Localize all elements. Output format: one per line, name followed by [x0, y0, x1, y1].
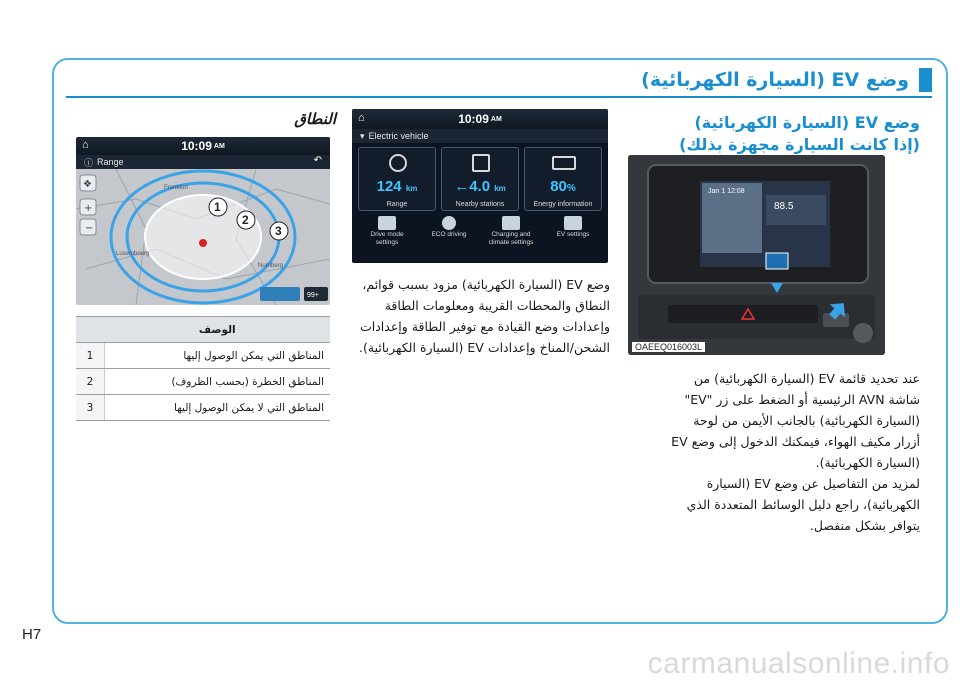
navigation-icon — [389, 154, 407, 172]
charging-station-icon — [472, 154, 490, 172]
table-row — [76, 369, 330, 395]
svg-text:2: 2 — [242, 213, 249, 227]
section-header — [532, 66, 932, 94]
tile-unit: % — [566, 183, 576, 194]
photo-screen-value: 88.5 — [774, 201, 794, 212]
screen-time: 10:09 — [458, 112, 489, 126]
tile-label: Energy information — [533, 201, 593, 208]
svg-text:1: 1 — [214, 200, 221, 214]
table-header-num — [76, 317, 105, 343]
range-map — [76, 169, 330, 305]
dashboard-illustration — [628, 155, 885, 355]
item-label: Charging and — [491, 231, 531, 238]
item-label: settings — [375, 239, 399, 246]
zoom-in-icon: + — [84, 203, 93, 214]
body-line: لمزيد من التفاصيل عن وضع EV (السيارة — [706, 476, 920, 491]
svg-text:3: 3 — [275, 224, 282, 238]
gear-icon — [564, 216, 582, 230]
tile-unit: km — [405, 184, 418, 193]
subtitle-line-2: (إذا كانت السيارة مجهزة بذلك) — [679, 135, 920, 154]
body-line: الشحن/المناخ وإعدادات EV (السيارة الكهربائية). — [359, 340, 610, 355]
ev-settings-item[interactable] — [543, 216, 603, 247]
photo-caption: OAEEQ016003L — [632, 342, 705, 352]
vehicle-position-icon — [199, 239, 207, 247]
page-number: H7 — [22, 626, 42, 643]
menu-title: Electric vehicle — [368, 131, 429, 141]
tile-value: 124 — [376, 178, 402, 195]
item-label: EV settings — [556, 231, 590, 238]
subtitle-line-1: وضع EV (السيارة الكهربائية) — [694, 113, 920, 132]
right-body-text — [650, 368, 920, 536]
body-line: أزرار مكيف الهواء، فيمكنك الدخول إلى وضع EV — [671, 434, 920, 449]
table-header: الوصف — [105, 317, 331, 343]
ev-menu-screen — [352, 109, 608, 263]
item-label: ECO driving — [431, 231, 467, 238]
ev-tiles — [352, 143, 608, 211]
leaf-icon — [442, 216, 456, 230]
table-row — [76, 343, 330, 369]
header-rule — [66, 96, 932, 98]
screen-menu-bar — [352, 129, 608, 143]
tile-label: Range — [386, 201, 408, 208]
photo-screen-time: Jan 1 12:08 — [708, 188, 745, 195]
table-cell-desc: المناطق الخطرة (بحسب الظروف) — [105, 369, 331, 395]
map-time: 10:09 — [181, 139, 212, 153]
home-icon[interactable]: ⌂ — [82, 139, 89, 151]
dashboard-photo — [628, 155, 885, 355]
compass-icon: ❖ — [83, 179, 92, 190]
eco-driving-item[interactable] — [419, 216, 479, 247]
body-line: (السيارة الكهربائية). — [815, 455, 920, 470]
tile-unit: km — [494, 184, 506, 193]
drive-mode-settings-item[interactable] — [357, 216, 417, 247]
tile-energy-information[interactable] — [524, 147, 602, 211]
body-line: عند تحديد قائمة EV (السيارة الكهربائية) من — [693, 371, 920, 386]
map-title-bar — [76, 155, 330, 169]
home-icon[interactable]: ⌂ — [358, 112, 365, 124]
info-icon: ⓘ — [84, 157, 94, 168]
body-line: شاشة AVN الرئيسية أو الضغط على زر "EV" — [684, 392, 920, 407]
table-cell-num: 3 — [76, 395, 105, 421]
table-cell-num: 2 — [76, 369, 105, 395]
tile-label: Nearby stations — [455, 201, 505, 208]
arrow-left-icon: ← — [454, 178, 470, 195]
map-place-label: Luxembourg — [116, 251, 150, 257]
table-cell-desc: المناطق التي يمكن الوصول إليها — [105, 343, 331, 369]
map-place-label: Nurnberg — [258, 263, 284, 269]
body-line: يتوافر بشكل منفصل. — [809, 518, 920, 533]
zoom-out-icon: − — [85, 223, 94, 234]
reachable-zone — [145, 195, 261, 279]
section-marker — [919, 68, 932, 92]
tile-nearby-stations[interactable] — [441, 147, 519, 211]
table-row — [76, 395, 330, 421]
body-line: (السيارة الكهربائية) بالجانب الأيمن من لوحة — [693, 413, 920, 428]
ev-settings-row — [352, 211, 608, 247]
range-legend-table — [76, 316, 330, 421]
map-place-label: Frankfurt — [164, 185, 189, 191]
watermark: carmanualsonline.info — [647, 647, 950, 680]
car-icon — [378, 216, 396, 230]
charging-climate-item[interactable] — [481, 216, 541, 247]
middle-body-text — [352, 274, 610, 358]
body-line: الكهربائية)، راجع دليل الوسائط المتعددة الذي — [686, 497, 920, 512]
map-title: Range — [97, 157, 124, 167]
range-label: النطاق — [294, 110, 336, 128]
range-map-screen — [76, 137, 330, 305]
plug-icon — [502, 216, 520, 230]
item-label: Drive mode — [370, 231, 404, 238]
chevron-down-icon: ▾ — [360, 130, 365, 141]
section-title: وضع EV (السيارة الكهربائية) — [641, 69, 909, 91]
map-corner-text: 99+ — [307, 292, 319, 299]
tile-range[interactable] — [358, 147, 436, 211]
tile-value: 80 — [550, 178, 567, 195]
screen-status-bar — [352, 109, 608, 129]
battery-icon — [552, 156, 576, 170]
body-line: وإعدادات وضع القيادة مع توفير الطاقة وإعدادات — [359, 319, 610, 334]
body-line: وضع EV (السيارة الكهربائية) مزود بسبب قوائم، — [362, 277, 610, 292]
map-time-suffix: AM — [213, 142, 225, 150]
map-status-bar — [76, 137, 330, 155]
item-label: climate settings — [488, 239, 534, 246]
back-icon[interactable]: ↶ — [313, 155, 322, 166]
tile-value: 4.0 — [469, 178, 491, 195]
subtitle — [650, 112, 920, 156]
screen-time-suffix: AM — [490, 115, 502, 123]
body-line: النطاق والمحطات القريبة ومعلومات الطاقة — [384, 298, 610, 313]
table-cell-desc: المناطق التي لا يمكن الوصول إليها — [105, 395, 331, 421]
table-cell-num: 1 — [76, 343, 105, 369]
